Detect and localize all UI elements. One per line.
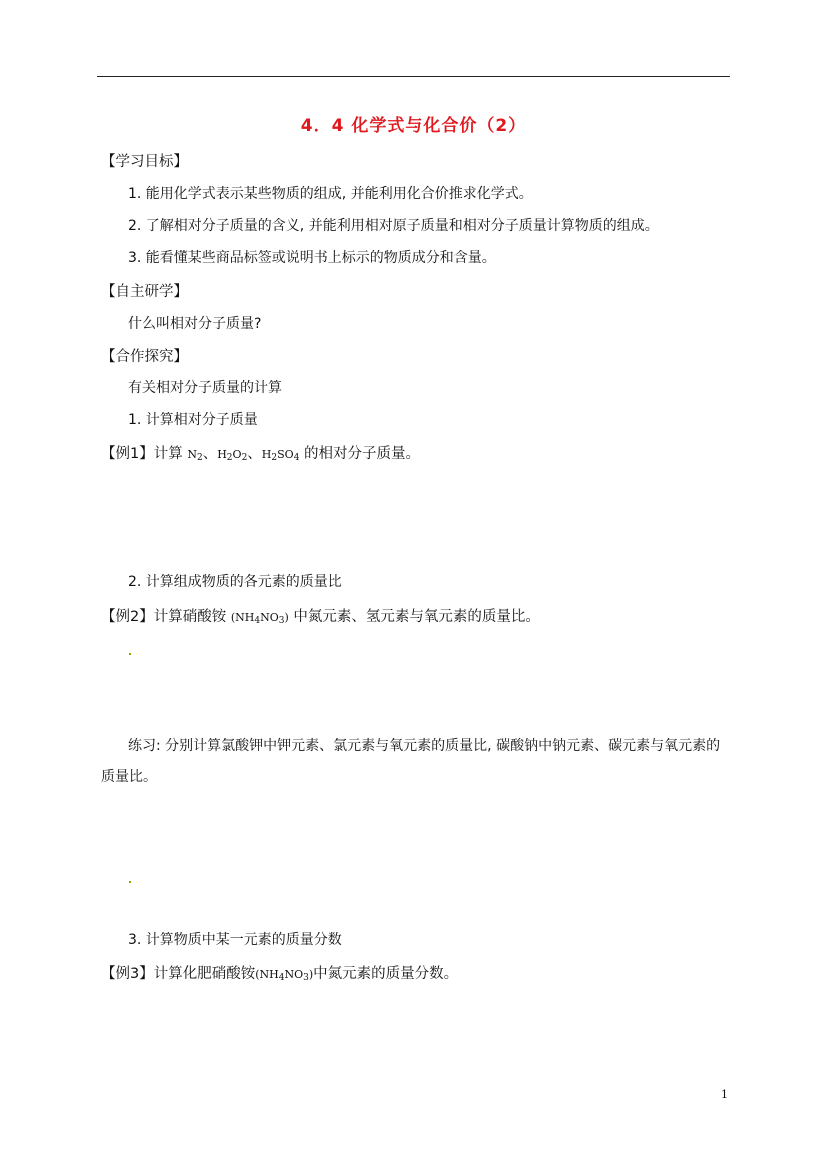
page-number: 1 [721, 1088, 728, 1101]
coop-heading: 【合作探究】 [101, 349, 188, 365]
goals-heading: 【学习目标】 [101, 154, 188, 170]
goal-item: 3. 能看懂某些商品标签或说明书上标示的物质成分和含量。 [128, 250, 496, 266]
page-title: 4．4 化学式与化合价（2） [300, 116, 527, 136]
example-label: 【例2】 [101, 609, 154, 625]
formula-n2: $N_2$ [187, 448, 203, 463]
marker-dot [129, 881, 131, 883]
goal-item: 1. 能用化学式表示某些物质的组成, 并能利用化合价推求化学式。 [128, 186, 533, 202]
formula-h2o2: $H_2O_2$ [217, 448, 248, 463]
self-study-heading: 【自主研学】 [101, 284, 188, 300]
formula-h2so4: $H_2SO_4$ [261, 448, 300, 463]
example-2: 【例2】计算硝酸铵 $(NH_4NO_3)$ 中氮元素、氢元素与氧元素的质量比。 [101, 609, 540, 626]
coop-intro: 有关相对分子质量的计算 [128, 380, 282, 396]
example-3: 【例3】计算化肥硝酸铵$(NH_4NO_3)$中氮元素的质量分数。 [101, 966, 459, 983]
item-heading: 2. 计算组成物质的各元素的质量比 [128, 574, 342, 590]
example-label: 【例3】 [101, 966, 154, 982]
example-label: 【例1】 [101, 446, 154, 462]
formula-nh4no3: $(NH_4NO_3)$ [230, 611, 289, 626]
formula-nh4no3: $(NH_4NO_3)$ [255, 968, 314, 983]
goal-item: 2. 了解相对分子质量的含义, 并能利用相对原子质量和相对分子质量计算物质的组成。 [128, 218, 659, 234]
practice-paragraph: 练习: 分别计算氯酸钾中钾元素、氯元素与氧元素的质量比, 碳酸钠中钠元素、碳元素与氧元素的质量比。 [101, 738, 721, 785]
self-study-question: 什么叫相对分子质量? [128, 316, 262, 332]
example-1: 【例1】计算 $N_2$、$H_2O_2$、$H_2SO_4$ 的相对分子质量。 [101, 446, 421, 463]
item-heading: 1. 计算相对分子质量 [128, 412, 258, 428]
header-rule [97, 76, 730, 77]
marker-dot [129, 653, 131, 655]
item-heading: 3. 计算物质中某一元素的质量分数 [128, 932, 342, 948]
